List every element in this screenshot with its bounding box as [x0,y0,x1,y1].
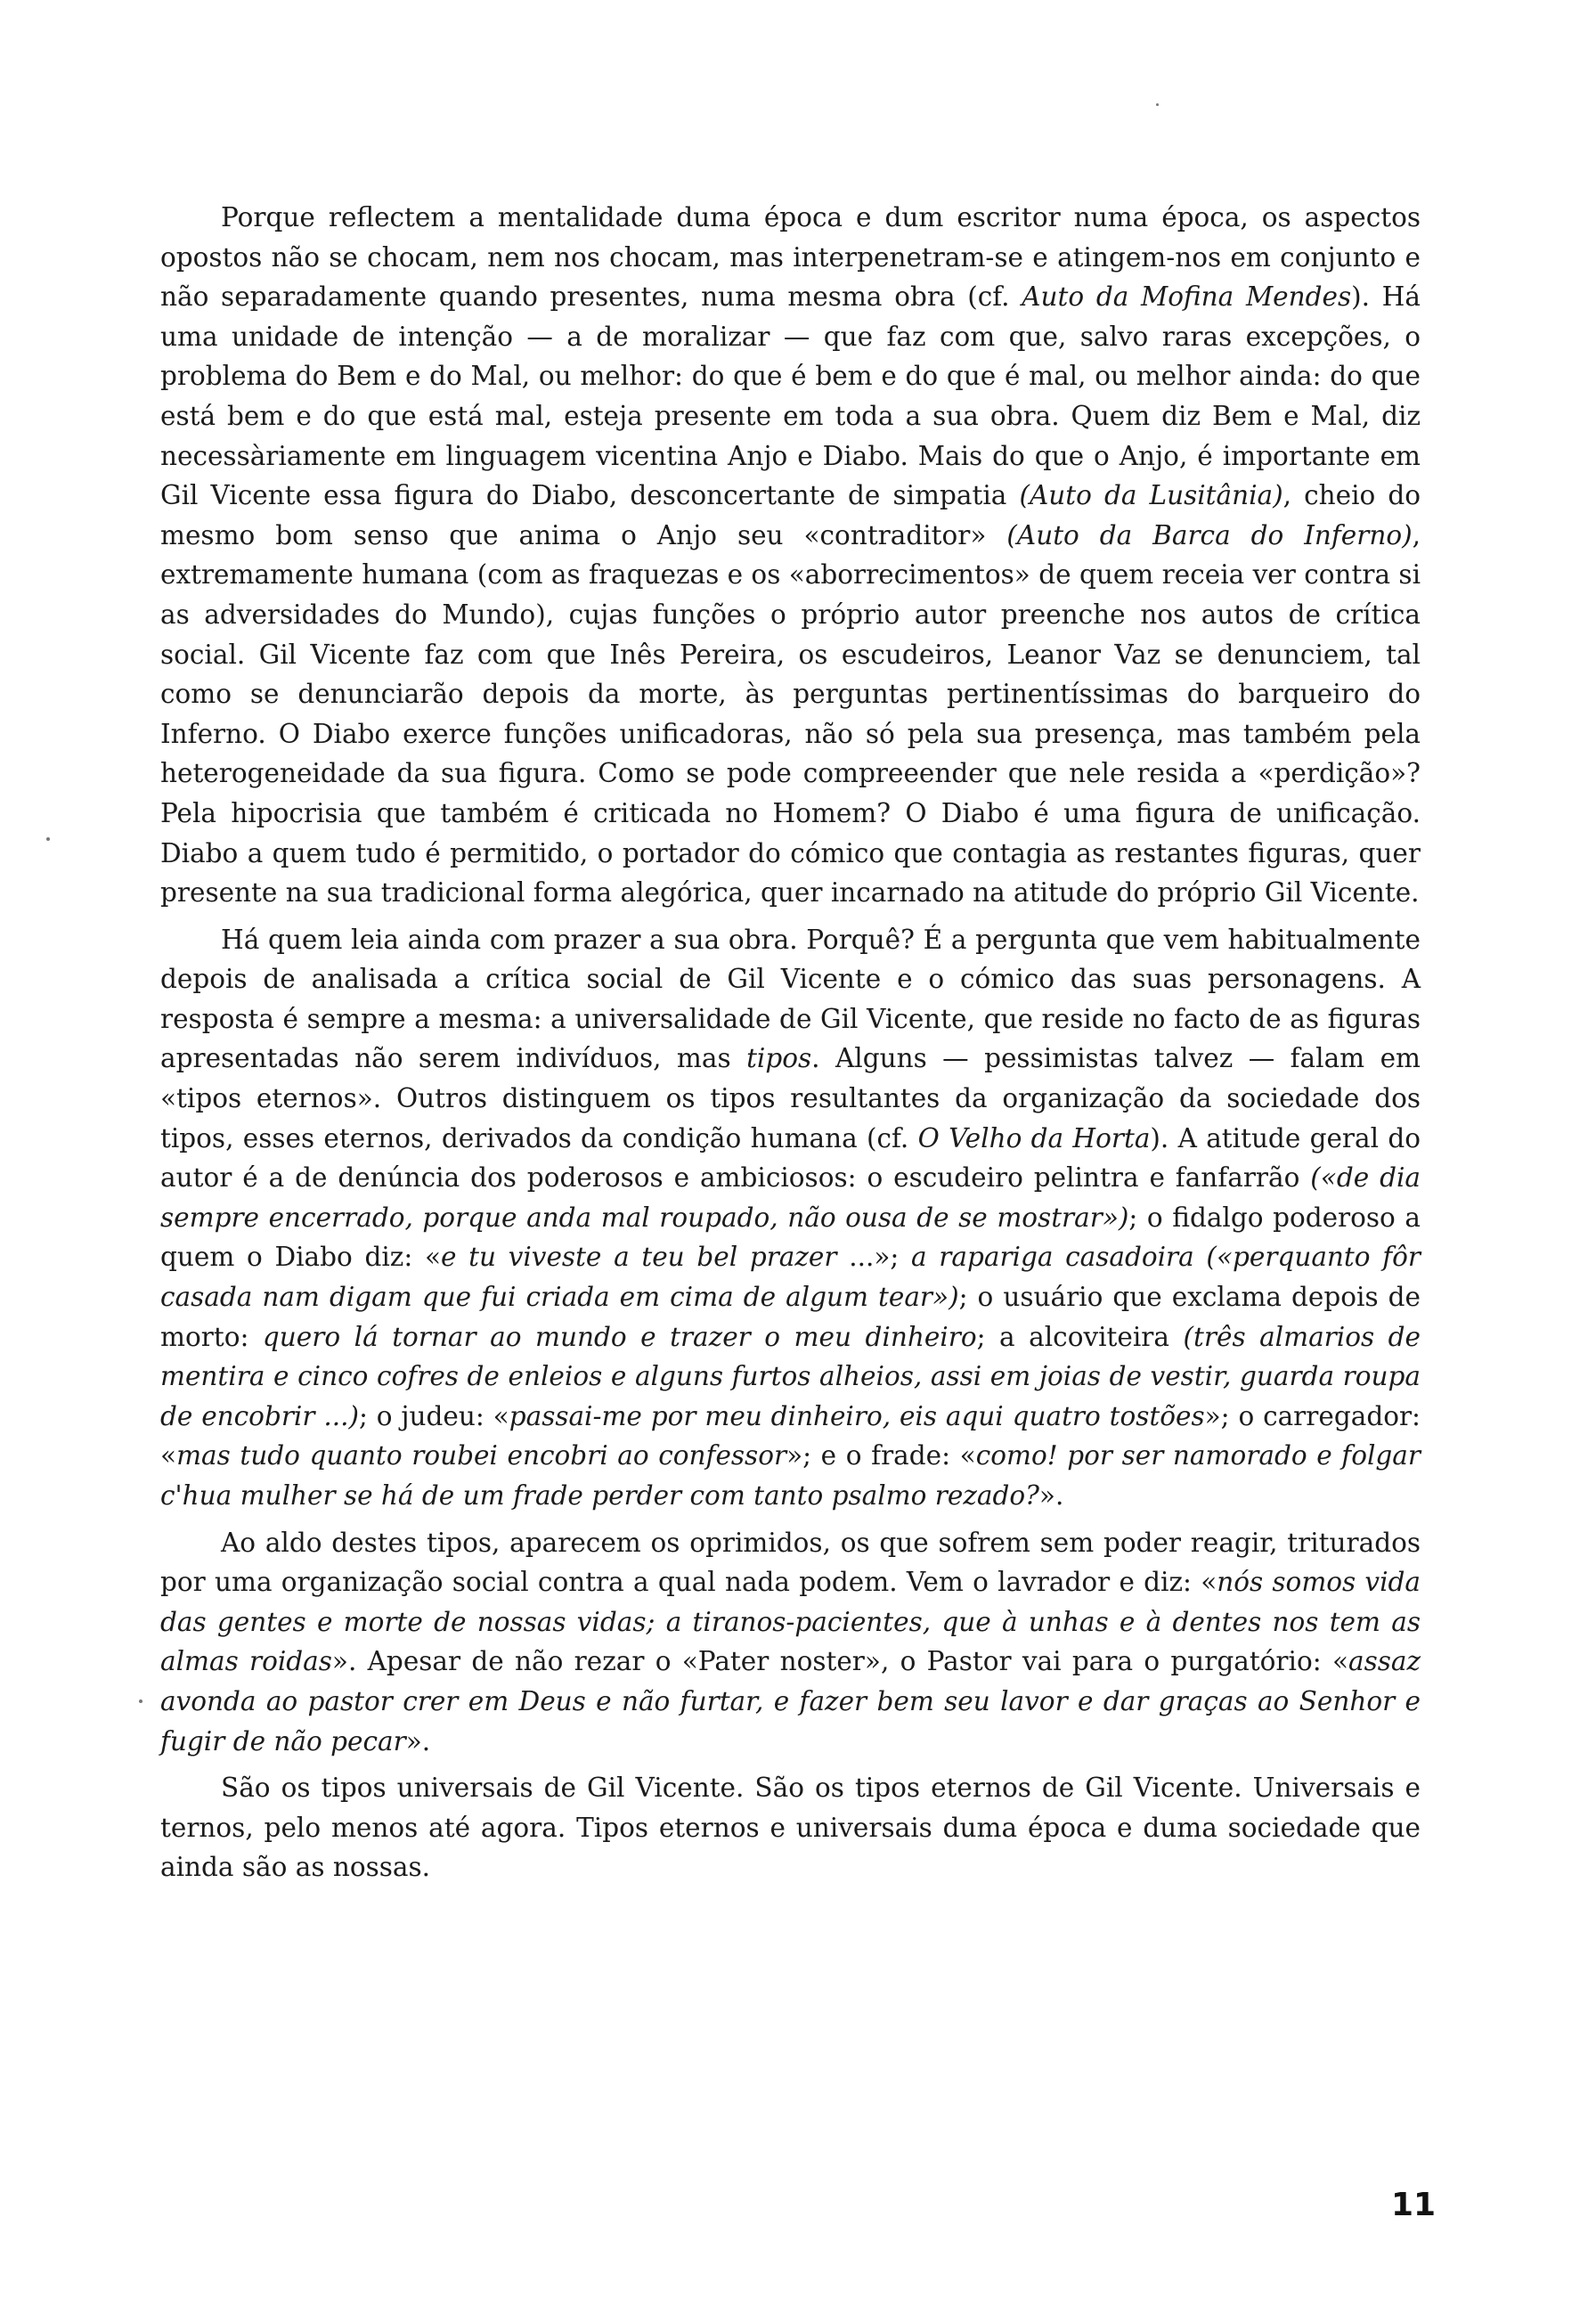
italic-quote: assaz avonda ao pastor crer em Deus e não furtar, e fazer bem seu lavor e dar graças ao Senhor e fugir de não pecar [160,1646,1421,1757]
italic-quote: (Auto da Barca do Inferno) [1006,519,1413,550]
paragraph [160,920,1421,1516]
text-run: ». [1038,1480,1064,1511]
text-run: ; o judeu: « [358,1400,509,1431]
text-run: Há quem leia ainda com prazer a sua obra. Porquê? É a pergunta que vem habitualmente depois de analisada a crítica social de Gil Vicente e o cómico das suas personagens. A resposta é sempre a mesma: a universalidade de Gil Vicente, que reside no facto de as figuras apresentadas não serem indivíduos, mas [160,924,1421,1074]
italic-quote: a rapariga casadoira («perquanto fôr casada nam digam que fui criada em cima de algum tear») [160,1242,1421,1313]
italic-quote: (Auto da Lusitânia) [1019,480,1283,511]
page-number: 11 [1391,2187,1437,2223]
paragraph [160,198,1421,913]
scan-speck [46,837,50,841]
italic-quote: quero lá tornar ao mundo e trazer o meu dinheiro [262,1321,977,1352]
italic-quote: e tu viveste a teu bel prazer [441,1242,837,1273]
text-run: »; e o frade: « [786,1440,976,1471]
text-run: , cheio do mesmo bom senso que anima o Anjo seu «contraditor» [160,480,1421,550]
text-run: ; o fidalgo poderoso a quem o Diabo diz: « [160,1202,1421,1273]
text-run: ). Há uma unidade de intenção — a de moralizar — que faz com que, salvo raras excepções, o problema do Bem e do Mal, ou melhor: do que é bem e do que é mal, ou melhor ainda: do que está bem e do que está mal, esteja presente em toda a sua obra. Quem diz Bem e Mal, diz necessàriamente em linguagem vicentina Anjo e Diabo. Mais do que o Anjo, é importante em Gil Vicente essa figura do Diabo, desconcertante de simpatia [160,281,1421,511]
italic-quote: (três almarios de mentira e cinco cofres de enleios e alguns furtos alheios, assi em joias de vestir, guarda roupa de encobrir ...) [160,1321,1421,1431]
italic-quote: («de dia sempre encerrado, porque anda mal roupado, não ousa de se mostrar») [160,1162,1421,1233]
text-run: »; o carregador: « [160,1400,1421,1471]
text-run: . Alguns — pessimistas talvez — falam em «tipos eternos». Outros distinguem os tipos resultantes da organização da sociedade dos tipos, esses eternos, derivados da condição humana (cf. [160,1043,1421,1153]
italic-quote: Auto da Mofina Mendes [1022,281,1352,313]
italic-quote: como! por ser namorado e folgar c'hua mulher se há de um frade perder com tanto psalmo rezado? [160,1440,1421,1511]
text-run: , extremamente humana (com as fraquezas e os «aborrecimentos» de quem receia ver contra si as adversidades do Mundo), cujas funções o próprio autor preenche nos autos de crítica social. Gil Vicente faz com que Inês Pereira, os escudeiros, Leanor Vaz se denunciem, tal como se denunciarão depois da morte, às perguntas pertinentíssimas do barqueiro do Inferno. O Diabo exerce funções unificadoras, não só pela sua presença, mas também pela heterogeneidade da sua figura. Como se pode compreeender que nele resida a «perdição»? Pela hipocrisia que também é criticada no Homem? O Diabo é uma figura de unificação. Diabo a quem tudo é permitido, o portador do cómico que contagia as restantes figuras, quer presente na sua tradicional forma alegórica, quer incarnado na atitude do próprio Gil Vicente. [160,519,1421,909]
italic-quote: O Velho da Horta [917,1122,1151,1153]
text-run: ». [405,1725,431,1757]
italic-quote: passai-me por meu dinheiro, eis aqui quatro tostões [509,1400,1205,1431]
text-run: ; a alcoviteira [976,1321,1184,1352]
paragraph [160,1768,1421,1887]
text-run: ...»; [836,1242,911,1273]
text-run: Ao aldo destes tipos, aparecem os oprimidos, os que sofrem sem poder reagir, triturados por uma organização social contra a qual nada podem. Vem o lavrador e diz: « [160,1527,1421,1598]
body-text [160,198,1421,1895]
text-run: ; o usuário que exclama depois de morto: [160,1282,1421,1352]
paragraph [160,1523,1421,1762]
italic-quote: mas tudo quanto roubei encobri ao confessor [176,1440,787,1471]
text-run: São os tipos universais de Gil Vicente. São os tipos eternos de Gil Vicente. Universais e ternos, pelo menos até agora. Tipos eternos e universais duma época e duma sociedade que ainda são as nossas. [160,1773,1421,1883]
scan-speck [139,1699,142,1703]
scan-speck [1156,103,1159,106]
italic-quote: nós somos vida das gentes e morte de nossas vidas; a tiranos-pacientes, que à unhas e à dentes nos tem as almas roidas [160,1567,1421,1677]
italic-quote: tipos [746,1043,812,1074]
text-run: Porque reflectem a mentalidade duma época e dum escritor numa época, os aspectos opostos não se chocam, nem nos chocam, mas interpenetram-se e atingem-nos em conjunto e não separadamente quando presentes, numa mesma obra (cf. [160,202,1421,313]
text-run: ». Apesar de não rezar o «Pater noster», o Pastor vai para o purgatório: « [331,1646,1348,1677]
text-run: ). A atitude geral do autor é a de denúncia dos poderosos e ambiciosos: o escudeiro pelintra e fanfarrão [160,1122,1421,1194]
